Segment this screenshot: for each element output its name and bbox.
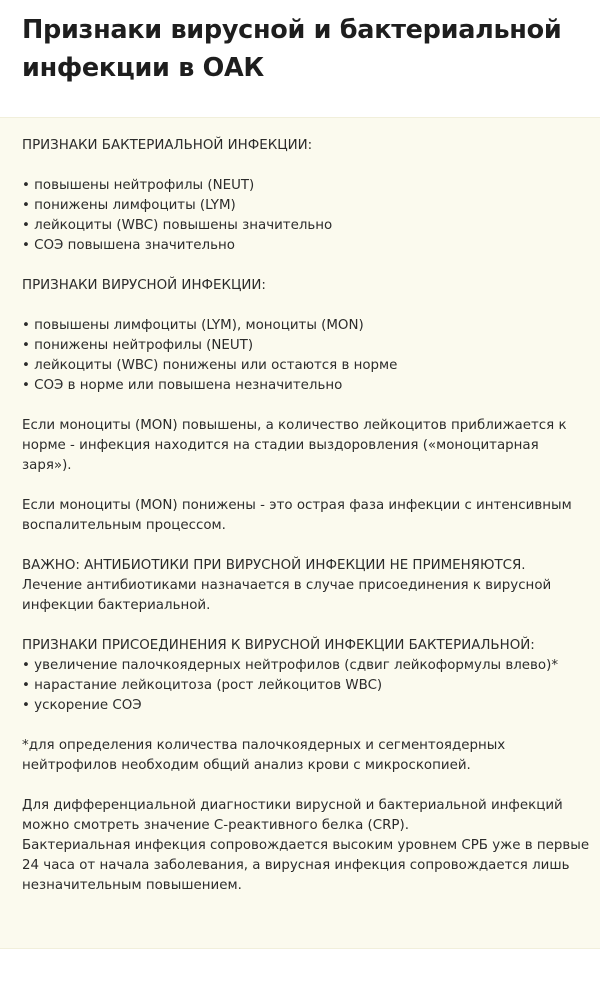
info-content xyxy=(22,136,592,896)
secondary-section xyxy=(22,636,592,716)
secondary-item: • ускорение СОЭ xyxy=(22,696,592,716)
viral-list xyxy=(22,316,592,396)
secondary-item: • увеличение палочкоядерных нейтрофилов (сдвиг лейкоформулы влево)* xyxy=(22,656,592,676)
secondary-list xyxy=(22,656,592,716)
bacterial-list xyxy=(22,176,592,256)
bacterial-item: • повышены нейтрофилы (NEUT) xyxy=(22,176,592,196)
important-text: Лечение антибиотиками назначается в случае присоединения к вирусной инфекции бактериальной. xyxy=(22,578,552,613)
secondary-item: • нарастание лейкоцитоза (рост лейкоцитов WBC) xyxy=(22,676,592,696)
footnote-text: *для определения количества палочкоядерных и сегментоядерных нейтрофилов необходим общий анализ крови с микроскопией. xyxy=(22,738,506,773)
monocytes-low-text: Если моноциты (MON) понижены - это острая фаза инфекции с интенсивным воспалительным процессом. xyxy=(22,498,572,533)
crp-text-2: Бактериальная инфекция сопровождается высоким уровнем СРБ уже в первые 24 часа от начала заболевания, а вирусная инфекция сопровождается лишь незначительным повышением. xyxy=(22,838,590,893)
bacterial-section xyxy=(22,136,592,256)
crp-text-1: Для дифференциальной диагностики вирусной и бактериальной инфекций можно смотреть значение С-реактивного белка (CRP). xyxy=(22,798,563,833)
footnote-section xyxy=(22,736,592,776)
viral-section xyxy=(22,276,592,396)
monocytes-high-text: Если моноциты (MON) повышены, а количество лейкоцитов приближается к норме - инфекция находится на стадии выздоровления («моноцитарная заря»). xyxy=(22,418,567,473)
bacterial-item: • понижены лимфоциты (LYM) xyxy=(22,196,592,216)
secondary-heading: ПРИЗНАКИ ПРИСОЕДИНЕНИЯ К ВИРУСНОЙ ИНФЕКЦИИ БАКТЕРИАЛЬНОЙ: xyxy=(22,638,535,653)
viral-heading: ПРИЗНАКИ ВИРУСНОЙ ИНФЕКЦИИ: xyxy=(22,278,266,293)
viral-item: • СОЭ в норме или повышена незначительно xyxy=(22,376,592,396)
important-heading: ВАЖНО: АНТИБИОТИКИ ПРИ ВИРУСНОЙ ИНФЕКЦИИ НЕ ПРИМЕНЯЮТСЯ. xyxy=(22,558,526,573)
viral-item: • повышены лимфоциты (LYM), моноциты (MON) xyxy=(22,316,592,336)
bacterial-heading: ПРИЗНАКИ БАКТЕРИАЛЬНОЙ ИНФЕКЦИИ: xyxy=(22,138,313,153)
bacterial-item: • СОЭ повышена значительно xyxy=(22,236,592,256)
monocytes-low-section xyxy=(22,496,592,536)
bacterial-item: • лейкоциты (WBC) повышены значительно xyxy=(22,216,592,236)
info-box xyxy=(0,117,600,949)
spacer xyxy=(22,296,592,316)
page-title: Признаки вирусной и бактериальной инфекции в ОАК xyxy=(22,15,562,83)
spacer xyxy=(22,156,592,176)
viral-item: • лейкоциты (WBC) понижены или остаются в норме xyxy=(22,356,592,376)
important-section xyxy=(22,556,592,616)
monocytes-high-section xyxy=(22,416,592,476)
crp-section xyxy=(22,796,592,896)
viral-item: • понижены нейтрофилы (NEUT) xyxy=(22,336,592,356)
